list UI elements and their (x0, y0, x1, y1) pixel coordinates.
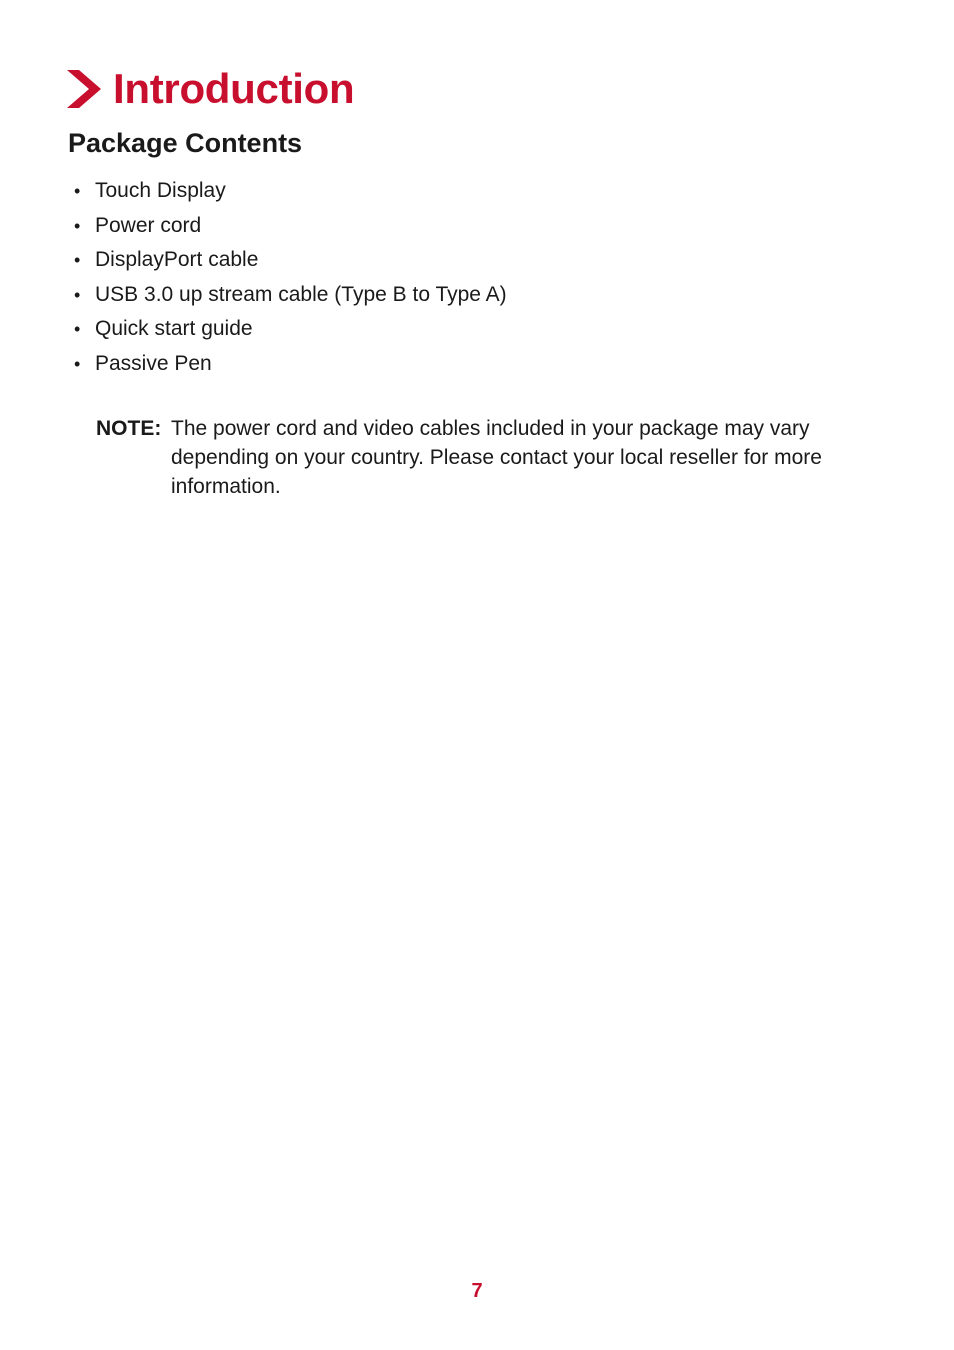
bullet: • (74, 250, 81, 270)
bullet: • (74, 215, 81, 236)
list-item-label: Touch Display (95, 179, 226, 202)
list-item (74, 174, 507, 209)
list-item-label: Passive Pen (95, 351, 212, 375)
list-item (74, 278, 507, 313)
chevron-right-icon (67, 70, 101, 108)
page-title-row (67, 64, 354, 114)
bullet: • (74, 319, 81, 339)
list-item (74, 347, 507, 382)
list-item-label: DisplayPort cable (95, 248, 259, 271)
page-title: Introduction (113, 65, 355, 112)
page-number: 7 (471, 1280, 483, 1302)
note-block (96, 414, 876, 501)
list-item-label: USB 3.0 up stream cable (Type B to Type A) (95, 282, 507, 306)
package-contents-list (74, 174, 507, 381)
section-heading: Package Contents (68, 128, 303, 158)
bullet: • (74, 181, 81, 201)
bullet: • (74, 353, 81, 374)
list-item (74, 312, 507, 347)
list-item (74, 209, 507, 244)
note-text: The power cord and video cables included in your package may vary depending on your country. Please contact your local reseller for more information. (171, 417, 822, 498)
list-item (74, 243, 507, 278)
list-item-label: Quick start guide (95, 317, 253, 340)
bullet: • (74, 284, 81, 305)
list-item-label: Power cord (95, 213, 202, 237)
note-label: NOTE: (96, 417, 162, 440)
